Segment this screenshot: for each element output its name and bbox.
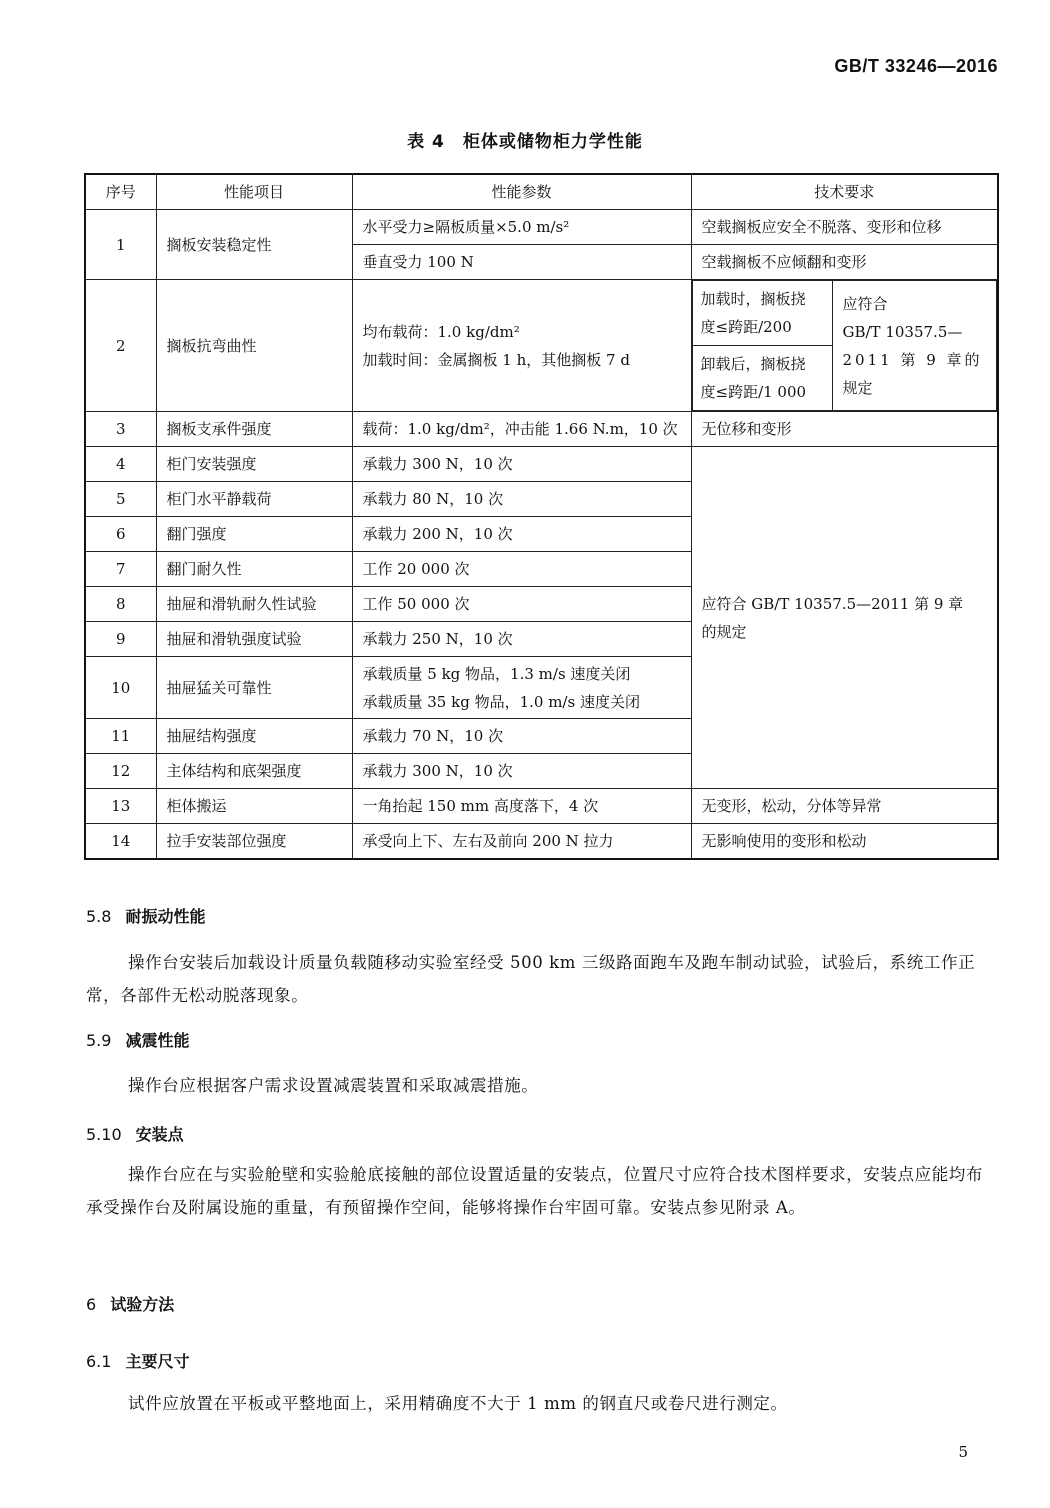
table-row [85,280,998,412]
row-item: 翻门耐久性 [156,552,352,587]
section-paragraph: 操作台应在与实验舱壁和实验舱底接触的部位设置适量的安装点，位置尺寸应符合技术图样要求，安装点应能均布承受操作台及附属设施的重量，有预留操作空间，能够将操作台牢固可靠。安装点参见附录 A。 [86,1165,983,1217]
header-param: 性能参数 [352,174,691,210]
row-param [352,280,691,412]
row-no: 3 [85,412,156,447]
table-caption: 表 4 柜体或储物柜力学性能 [407,132,643,152]
group-requirement [691,447,998,789]
row-item: 抽屉和滑轨强度试验 [156,622,352,657]
requirement-subtable [692,280,998,411]
row-param: 承受向上下、左右及前向 200 N 拉力 [352,824,691,860]
row-item: 柜门安装强度 [156,447,352,482]
section-number: 5.10 [86,1125,122,1144]
header-requirement: 技术要求 [691,174,998,210]
section-heading-5-9 [86,1028,189,1051]
row-requirement: 无影响使用的变形和松动 [691,824,998,860]
row-param [352,657,691,719]
table-row [85,412,998,447]
req-line: 度≤跨距/200 [700,318,792,336]
row-param: 工作 20 000 次 [352,552,691,587]
section-heading-5-10 [86,1122,184,1145]
row-item: 抽屉猛关可靠性 [156,657,352,719]
table-row [85,789,998,824]
row-no: 1 [85,210,156,280]
row-no: 7 [85,552,156,587]
row-no: 2 [85,280,156,412]
req-line: GB/T 10357.5— [842,322,963,341]
row-requirement: 空载搁板应安全不脱落、变形和位移 [691,210,998,245]
row-param: 水平受力≥隔板质量×5.0 m/s² [352,210,691,245]
row-requirement: 空载搁板不应倾翻和变形 [691,245,998,280]
row-requirement: 无变形，松动，分体等异常 [691,789,998,824]
row-requirement [691,280,998,412]
req-line: 加载时，搁板挠 [700,290,806,308]
row-item: 抽屉结构强度 [156,719,352,754]
table-header-row [85,174,998,210]
req-line: 的规定 [701,622,747,641]
section-title: 耐振动性能 [125,907,206,926]
row-no: 11 [85,719,156,754]
row-param: 垂直受力 100 N [352,245,691,280]
row-param: 承载力 300 N，10 次 [352,754,691,789]
row-item: 搁板安装稳定性 [156,210,352,280]
row-item: 搁板抗弯曲性 [156,280,352,412]
row-no: 9 [85,622,156,657]
req-line: 规定 [842,378,873,397]
row-param: 承载力 70 N，10 次 [352,719,691,754]
row-no: 6 [85,517,156,552]
section-title: 试验方法 [110,1295,175,1314]
param-line: 承载质量 35 kg 物品，1.0 m/s 速度关闭 [362,692,640,711]
param-line: 加载时间：金属搁板 1 h，其他搁板 7 d [362,350,630,369]
section-title: 安装点 [135,1125,184,1144]
row-no: 4 [85,447,156,482]
row-param: 承载力 200 N，10 次 [352,517,691,552]
section-number: 5.9 [86,1031,112,1050]
requirement-unloaded [692,346,832,411]
row-item: 主体结构和底架强度 [156,754,352,789]
section-heading-6-1 [86,1349,189,1372]
row-no: 12 [85,754,156,789]
section-heading-6 [86,1292,174,1315]
requirement-reference [832,281,997,411]
row-no: 13 [85,789,156,824]
table-row [85,824,998,860]
param-line: 承载质量 5 kg 物品，1.3 m/s 速度关闭 [362,664,631,683]
table-row [85,447,998,482]
performance-table [84,173,999,860]
row-param: 一角抬起 150 mm 高度落下，4 次 [352,789,691,824]
table-row [85,210,998,245]
row-item: 柜门水平静载荷 [156,482,352,517]
section-heading-5-8 [86,904,205,927]
row-item: 柜体搬运 [156,789,352,824]
section-number: 6.1 [86,1352,112,1371]
page-number: 5 [958,1443,968,1461]
row-no: 14 [85,824,156,860]
header-no: 序号 [85,174,156,210]
row-param: 承载力 80 N，10 次 [352,482,691,517]
requirement-loaded [692,281,832,346]
row-param: 承载力 250 N，10 次 [352,622,691,657]
row-item: 抽屉和滑轨耐久性试验 [156,587,352,622]
row-param: 工作 50 000 次 [352,587,691,622]
row-no: 8 [85,587,156,622]
row-item: 翻门强度 [156,517,352,552]
section-paragraph: 操作台安装后加载设计质量负载随移动实验室经受 500 km 三级路面跑车及跑车制动试验，试验后，系统工作正常，各部件无松动脱落现象。 [86,953,976,1005]
section-title: 减震性能 [125,1031,190,1050]
req-line: 应符合 [842,294,888,313]
req-line: 应符合 GB/T 10357.5—2011 第 9 章 [701,594,964,613]
section-number: 6 [86,1295,97,1314]
section-paragraph: 操作台应根据客户需求设置减震装置和采取减震措施。 [128,1076,539,1095]
row-param: 承载力 300 N，10 次 [352,447,691,482]
header-item: 性能项目 [156,174,352,210]
req-line: 度≤跨距/1 000 [700,383,807,401]
section-title: 主要尺寸 [125,1352,190,1371]
section-number: 5.8 [86,907,112,926]
row-no: 10 [85,657,156,719]
row-param: 载荷：1.0 kg/dm²，冲击能 1.66 N.m，10 次 [352,412,691,447]
row-item: 拉手安装部位强度 [156,824,352,860]
param-line: 均布载荷：1.0 kg/dm² [362,322,520,341]
req-line: 2011 第 9 章的 [842,350,983,369]
row-item: 搁板支承件强度 [156,412,352,447]
row-no: 5 [85,482,156,517]
row-requirement: 无位移和变形 [691,412,998,447]
standard-code: GB/T 33246—2016 [834,56,998,76]
section-paragraph: 试件应放置在平板或平整地面上，采用精确度不大于 1 mm 的钢直尺或卷尺进行测定。 [128,1394,788,1413]
req-line: 卸载后，搁板挠 [700,355,806,373]
